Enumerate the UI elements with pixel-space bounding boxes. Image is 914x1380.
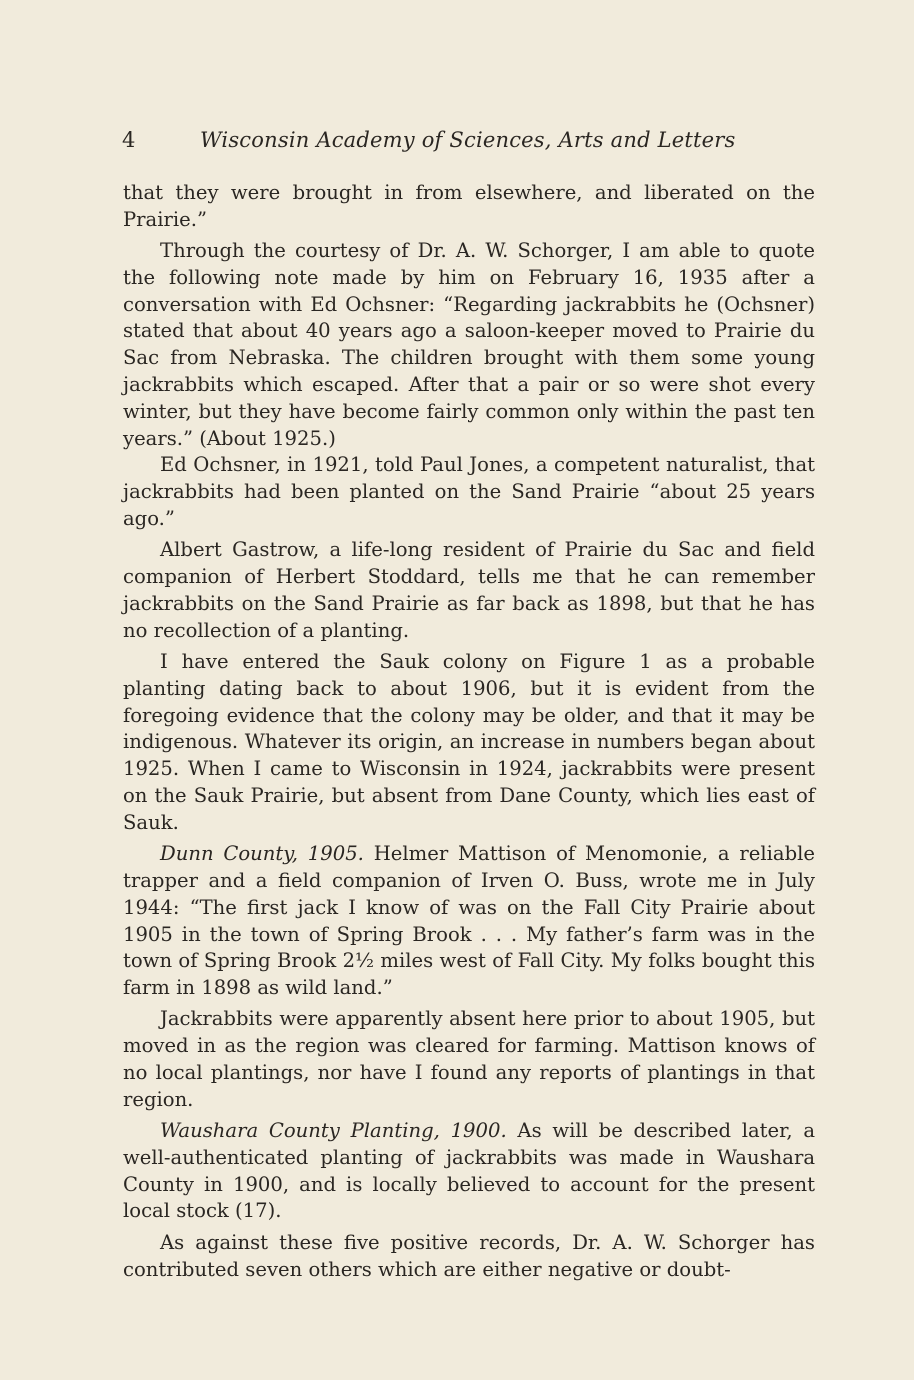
paragraph-text: As against these five positive records, Dr. A. W. Schorger has contributed seven others which are either negative or doubt- xyxy=(123,1230,815,1281)
page-number: 4 xyxy=(122,128,136,152)
paragraph-text: Ed Ochsner, in 1921, told Paul Jones, a competent naturalist, that jackrabbits had been planted on the Sand Prairie “about 25 years ago.” xyxy=(123,453,815,531)
paragraph-text: Helmer Mattison of Menomonie, a reliable trapper and a field companion of Irven O. Buss, wrote me in July 1944: “The first jack I know of was on the Fall City Prairie about 1905 in the town of Spring Brook . . . My father’s farm was in the town of Spring Brook 2½ miles west of Fall City. My folks bought this farm in 1898 as wild land.” xyxy=(123,842,816,1000)
paragraph xyxy=(123,649,815,837)
paragraph xyxy=(123,180,815,234)
paragraph xyxy=(123,1118,815,1225)
paragraph xyxy=(123,1230,815,1284)
paragraph xyxy=(123,238,815,452)
paragraph xyxy=(123,537,815,644)
paragraph-text: that they were brought in from elsewhere, and liberated on the Prairie.” xyxy=(123,181,815,231)
section-lead-waushara: Waushara County Planting, 1900. xyxy=(160,1119,507,1143)
paragraph-text: Jackrabbits were apparently absent here prior to about 1905, but moved in as the region was cleared for farming. Mattison knows of no local plantings, nor have I found any reports of plantings in that region. xyxy=(123,1007,815,1111)
running-header xyxy=(122,127,822,153)
paragraph-text: I have entered the Sauk colony on Figure 1 as a probable planting dating back to about 1906, but it is evident from the foregoing evidence that the colony may be older, and that it may be indigenous. Whatever its origin, an increase in numbers began about 1925. When I came to Wisconsin in 1924, jackrabbits were present on the Sauk Prairie, but absent from Dane County, which lies east of Sauk. xyxy=(123,650,815,834)
paragraph-text: Through the courtesy of Dr. A. W. Schorger, I am able to quote the following note made by him on February 16, 1935 after a conversation with Ed Ochsner: “Regarding jackrabbits he (Ochsner) stated that about 40 years ago a saloon-keeper moved to Prairie du Sac from Nebraska. The children brought with them some young jackrabbits which escaped. After that a pair or so were shot every winter, but they have become fairly common only within the past ten years.” (About 1925.) xyxy=(123,239,815,450)
section-lead-dunn: Dunn County, 1905. xyxy=(160,842,364,866)
paragraph-text: Albert Gastrow, a life-long resident of Prairie du Sac and field companion of Herbert Stoddard, tells me that he can remember jackrabbits on the Sand Prairie as far back as 1898, but that he has no recollection of a planting. xyxy=(123,538,815,642)
paragraph-text: As will be described later, a well-authenticated planting of jackrabbits was made in Waushara County in 1900, and is locally believed to account for the present local stock (17). xyxy=(123,1119,816,1223)
body-text xyxy=(123,180,815,1288)
paragraph xyxy=(123,841,815,1002)
running-title: Wisconsin Academy of Sciences, Arts and Letters xyxy=(200,128,736,152)
paragraph xyxy=(123,1006,815,1113)
paragraph xyxy=(123,452,815,532)
